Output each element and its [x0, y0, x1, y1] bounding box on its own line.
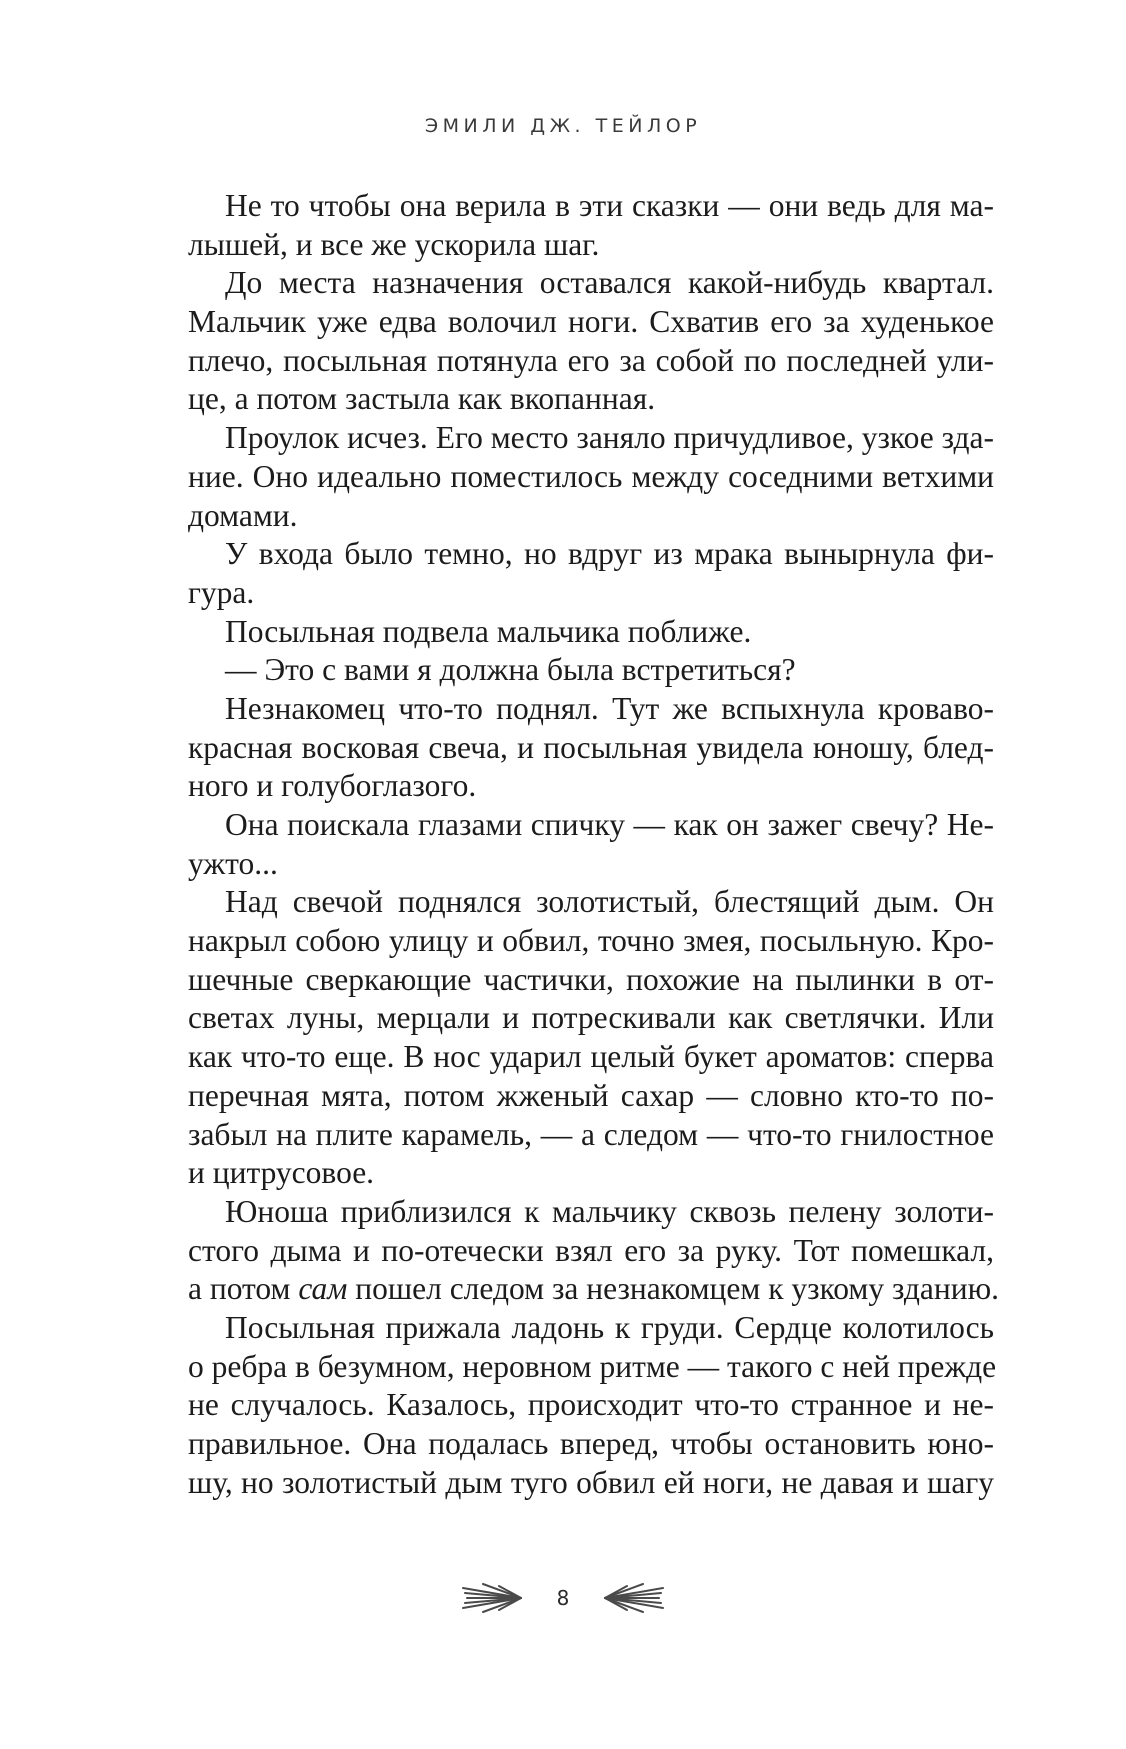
text-line: забыл на плите карамель, — а следом — что-то гнилостное	[188, 1116, 994, 1152]
text-line: До места назначения оставался какой-нибудь квартал.	[225, 265, 994, 301]
running-head: ЭМИЛИ ДЖ. ТЕЙЛОР	[424, 115, 702, 137]
text-line: Посыльная подвела мальчика поближе.	[225, 613, 752, 649]
text-line-with-emphasis	[188, 1270, 999, 1309]
text-line: перечная мята, потом жженый сахар — словно кто-то по-	[188, 1077, 994, 1113]
paragraph	[188, 1193, 999, 1309]
paragraph	[188, 264, 994, 419]
paragraph	[188, 1309, 997, 1502]
paragraph	[188, 806, 994, 883]
text-run: пошел следом за незнакомцем к узкому зданию.	[347, 1271, 999, 1307]
text-line: правильное. Она подалась вперед, чтобы остановить юно-	[188, 1426, 994, 1461]
text-line: Незнакомец что-то поднял. Тут же вспыхнула кроваво-	[225, 690, 994, 726]
fan-ornament-left-icon	[461, 1582, 523, 1614]
text-line: красная восковая свеча, и посыльная увидела юношу, блед-	[188, 729, 994, 765]
text-line: ужто...	[188, 845, 278, 881]
body-text	[188, 187, 999, 1502]
text-line: Над свечой поднялся золотистый, блестящий дым. Он	[225, 884, 994, 920]
text-line: Посыльная прижала ладонь к груди. Сердце колотилось	[225, 1309, 994, 1345]
text-run: а потом	[188, 1271, 299, 1307]
text-line: Не то чтобы она верила в эти сказки — они ведь для ма-	[225, 188, 994, 223]
text-line: и цитрусовое.	[188, 1155, 375, 1191]
page-number: 8	[556, 1586, 570, 1610]
text-line: плечо, посыльная потянула его за собой по последней ули-	[188, 342, 994, 378]
page-footer	[0, 1578, 1126, 1618]
text-line: ного и голубоглазого.	[188, 768, 477, 804]
text-line: не случалось. Казалось, происходит что-то странное и не-	[188, 1387, 994, 1423]
text-line: Она поискала глазами спичку — как он зажег свечу? Не-	[225, 807, 994, 842]
paragraph	[188, 690, 994, 806]
text-line: светах луны, мерцали и потрескивали как светлячки. Или	[188, 1000, 994, 1036]
text-line: Мальчик уже едва волочил ноги. Схватив его за худенькое	[188, 304, 994, 340]
text-line: шечные сверкающие частички, похожие на пылинки в от-	[188, 961, 994, 997]
text-line: це, а потом застыла как вкопанная.	[188, 381, 656, 417]
text-line: Юноша приблизился к мальчику сквозь пелену золоти-	[225, 1193, 994, 1229]
text-line: домами.	[188, 497, 298, 533]
text-line: лышей, и все же ускорила шаг.	[188, 226, 600, 262]
emphasis-word: сам	[298, 1271, 348, 1307]
paragraph	[188, 187, 994, 264]
paragraph	[188, 613, 994, 652]
text-line: шу, но золотистый дым туго обвил ей ноги, не давая и шагу	[188, 1464, 994, 1500]
dialogue-line	[188, 651, 994, 690]
text-line: о ребра в безумном, неровном ритме — такого с ней прежде	[188, 1348, 997, 1384]
text-line: Проулок исчез. Его место заняло причудливое, узкое зда-	[225, 420, 994, 456]
text-line: стого дыма и по-отечески взял его за руку. Тот помешкал,	[188, 1232, 994, 1268]
fan-ornament-right-icon	[603, 1582, 665, 1614]
paragraph	[188, 883, 994, 1193]
text-line: как что-то еще. В нос ударил целый букет ароматов: сперва	[188, 1039, 994, 1075]
text-line: гура.	[188, 574, 255, 610]
text-line: У входа было темно, но вдруг из мрака вынырнула фи-	[225, 536, 994, 572]
text-line: накрыл собою улицу и обвил, точно змея, посыльную. Кро-	[188, 923, 994, 959]
text-line: — Это с вами я должна была встретиться?	[225, 652, 796, 688]
paragraph	[188, 535, 994, 612]
text-line: ние. Оно идеально поместилось между соседними ветхими	[188, 458, 994, 494]
paragraph	[188, 419, 994, 535]
